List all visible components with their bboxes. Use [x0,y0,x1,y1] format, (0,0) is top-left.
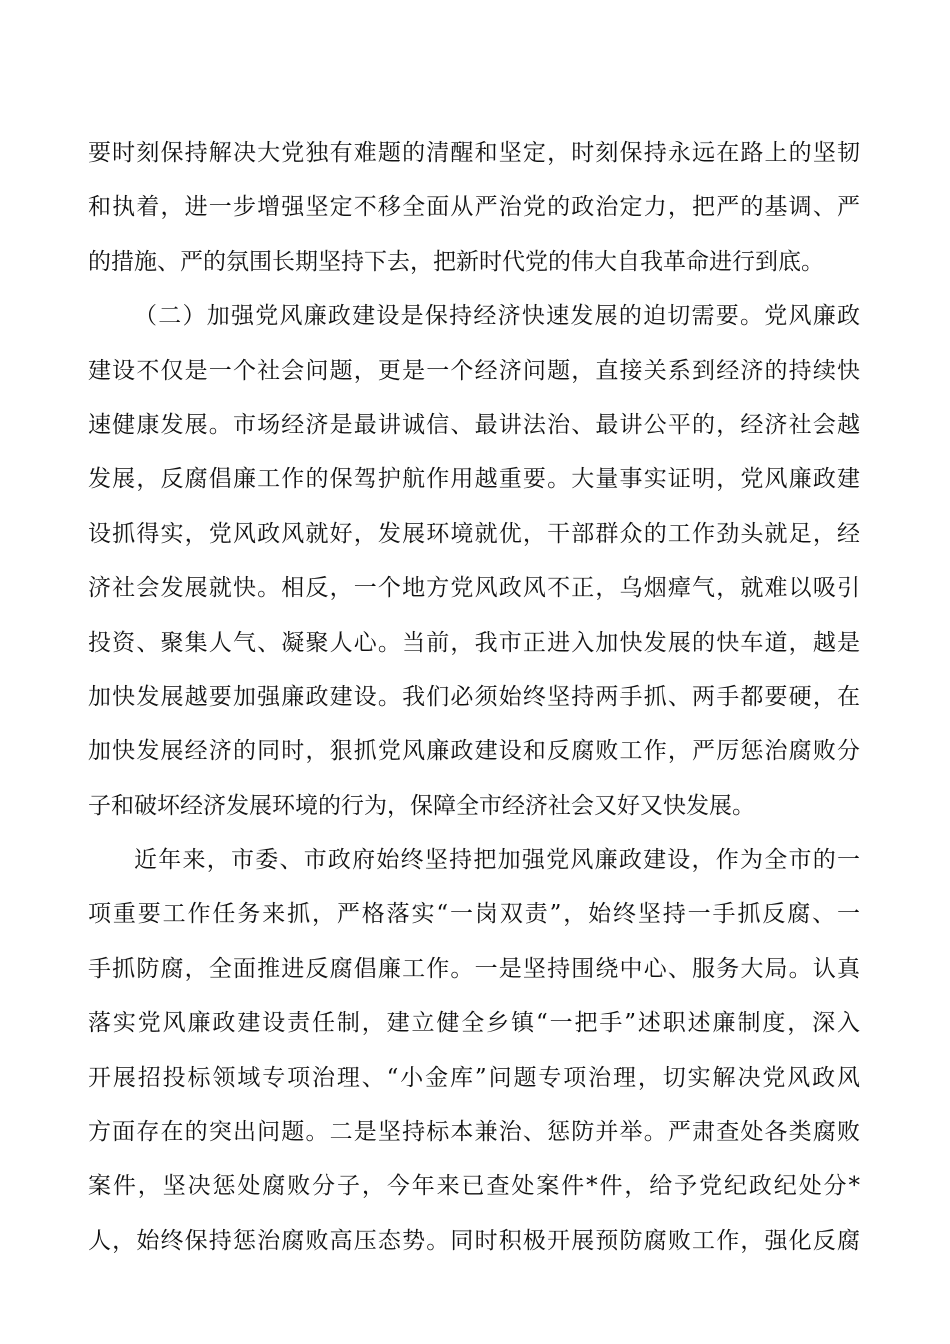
text-line: 投资、聚集人气、凝聚人心。当前，我市正进入加快发展的快车道，越是 [88,629,860,656]
text-line: 速健康发展。市场经济是最讲诚信、最讲法治、最讲公平的，经济社会越 [88,411,860,438]
text-line: 项重要工作任务来抓，严格落实“一岗双责”，始终坚持一手抓反腐、一 [88,901,860,928]
text-line: 人，始终保持惩治腐败高压态势。同时积极开展预防腐败工作，强化反腐 [88,1227,860,1254]
text-line: 案件，坚决惩处腐败分子，今年来已查处案件*件，给予党纪政纪处分* [88,1173,860,1200]
text-line: 加快发展越要加强廉政建设。我们必须始终坚持两手抓、两手都要硬，在 [88,683,860,710]
text-line: 加快发展经济的同时，狠抓党风廉政建设和反腐败工作，严厉惩治腐败分 [88,738,860,765]
text-line: 子和破坏经济发展环境的行为，保障全市经济社会又好又快发展。 [88,792,755,819]
text-line: 落实党风廉政建设责任制，建立健全乡镇“一把手”述职述廉制度，深入 [88,1010,860,1037]
text-line: 的措施、严的氛围长期坚持下去，把新时代党的伟大自我革命进行到底。 [88,248,824,275]
text-line: （二）加强党风廉政建设是保持经济快速发展的迫切需要。党风廉政 [134,303,860,330]
text-line: 开展招投标领域专项治理、“小金库”问题专项治理，切实解决党风政风 [88,1064,860,1091]
paragraph-2 [88,289,860,833]
text-line: 手抓防腐，全面推进反腐倡廉工作。一是坚持围绕中心、服务大局。认真 [88,955,860,982]
text-line: 近年来，市委、市政府始终坚持把加强党风廉政建设，作为全市的一 [134,847,860,874]
paragraph-3 [88,833,860,1268]
text-line: 要时刻保持解决大党独有难题的清醒和坚定，时刻保持永远在路上的坚韧 [88,140,860,166]
text-line: 济社会发展就快。相反，一个地方党风政风不正，乌烟瘴气，就难以吸引 [88,575,860,602]
text-line: 发展，反腐倡廉工作的保驾护航作用越重要。大量事实证明，党风廉政建 [88,466,860,493]
text-line: 和执着，进一步增强坚定不移全面从严治党的政治定力，把严的基调、严 [88,194,860,221]
text-line: 方面存在的突出问题。二是坚持标本兼治、惩防并举。严肃查处各类腐败 [88,1119,860,1146]
document-body [88,126,860,1268]
text-line: 设抓得实，党风政风就好，发展环境就优，干部群众的工作劲头就足，经 [88,520,860,547]
text-line: 建设不仅是一个社会问题，更是一个经济问题，直接关系到经济的持续快 [88,357,860,384]
paragraph-1 [88,126,860,289]
